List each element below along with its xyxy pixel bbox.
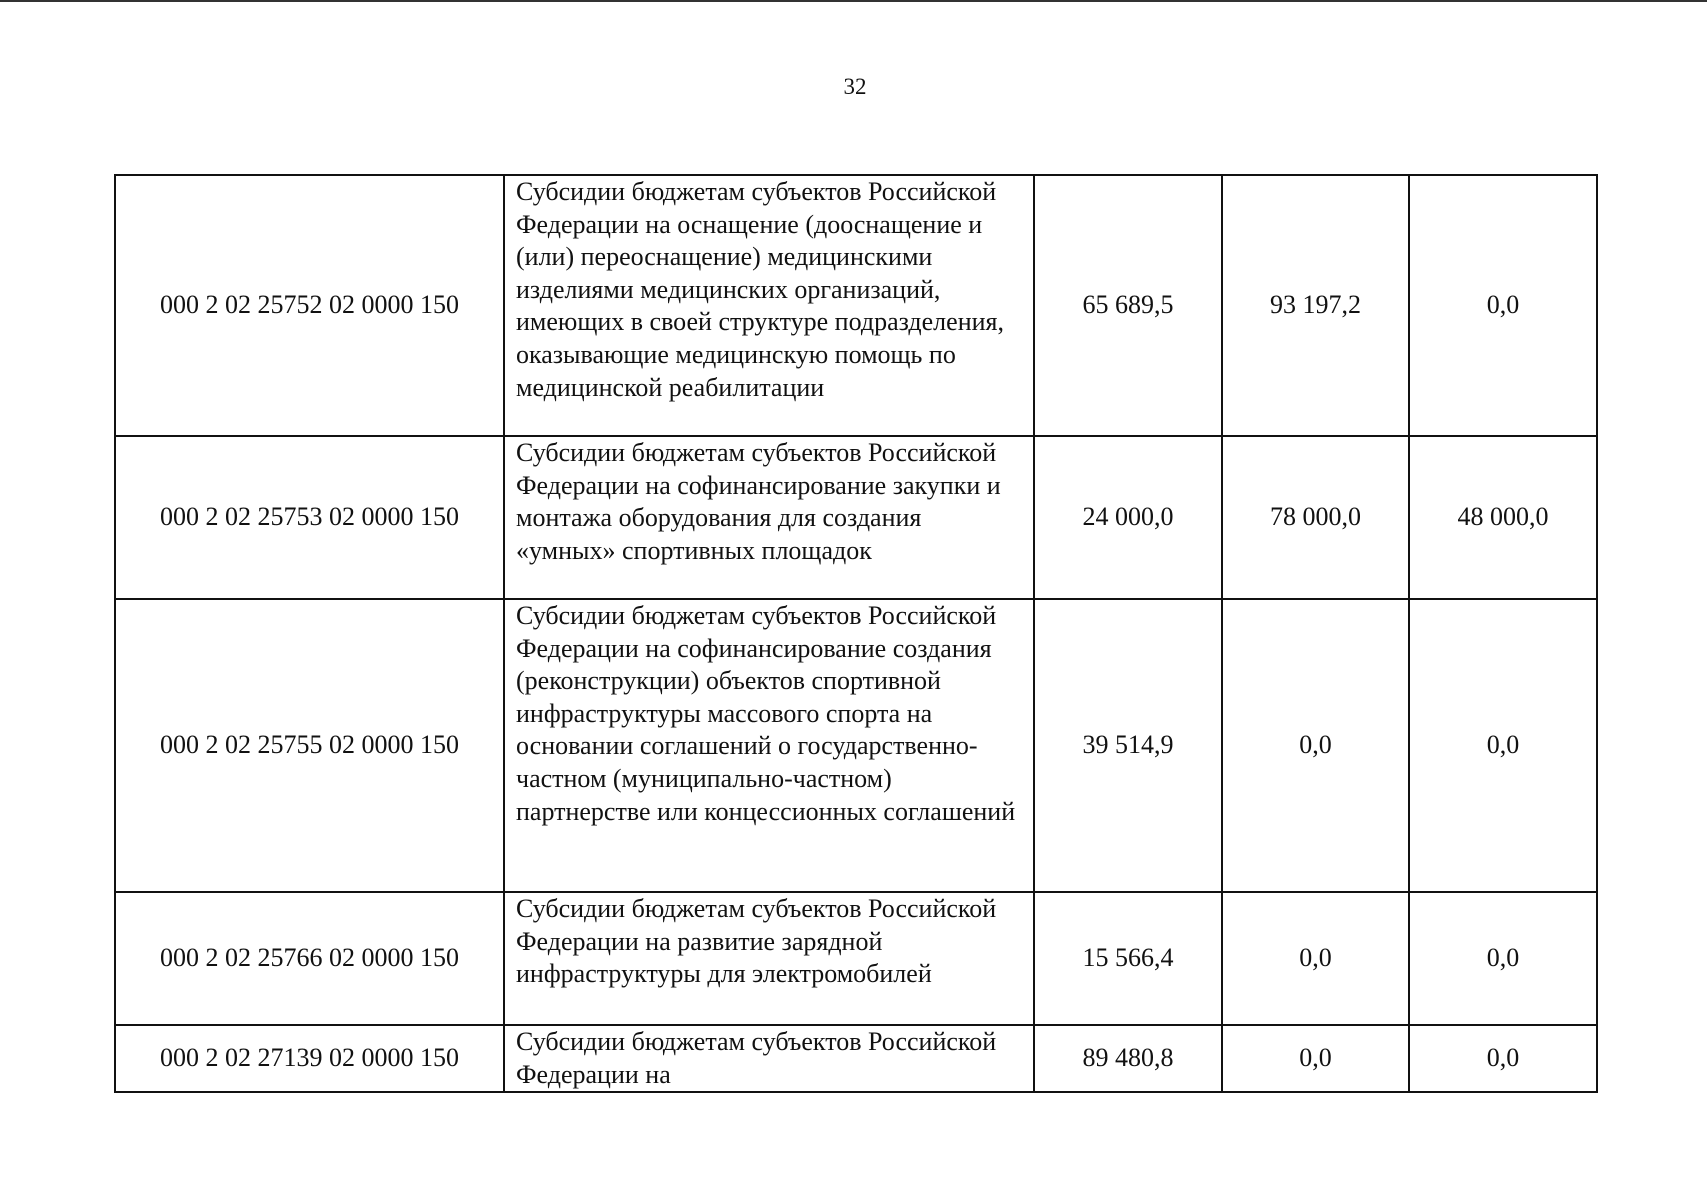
- budget-table: [114, 174, 1598, 1093]
- table-row: [115, 892, 1597, 1025]
- scan-edge-line: [0, 0, 1707, 2]
- value-2: 0,0: [1222, 892, 1409, 1025]
- table-row: [115, 599, 1597, 892]
- page-number: 32: [843, 74, 867, 99]
- value-3: 0,0: [1409, 175, 1597, 436]
- value-1: 24 000,0: [1034, 436, 1222, 599]
- value-3: 0,0: [1409, 599, 1597, 892]
- table-row: [115, 175, 1597, 436]
- value-3: 48 000,0: [1409, 436, 1597, 599]
- value-2: 0,0: [1222, 1025, 1409, 1092]
- budget-code: 000 2 02 25752 02 0000 150: [115, 175, 504, 436]
- budget-code: 000 2 02 27139 02 0000 150: [115, 1025, 504, 1092]
- description: Субсидии бюджетам субъектов Российской Федерации на развитие зарядной инфраструктуры для электромобилей: [504, 892, 1034, 1025]
- value-2: 78 000,0: [1222, 436, 1409, 599]
- value-1: 39 514,9: [1034, 599, 1222, 892]
- value-2: 93 197,2: [1222, 175, 1409, 436]
- description: Субсидии бюджетам субъектов Российской Федерации на софинансирование создания (реконструкции) объектов спортивной инфраструктуры массового спорта на основании соглашений о государственно-частном (муниципально-частном) партнерстве или концессионных соглашений: [504, 599, 1034, 892]
- value-3: 0,0: [1409, 1025, 1597, 1092]
- value-1: 65 689,5: [1034, 175, 1222, 436]
- budget-code: 000 2 02 25766 02 0000 150: [115, 892, 504, 1025]
- description: Субсидии бюджетам субъектов Российской Федерации на софинансирование закупки и монтажа оборудования для создания «умных» спортивных площадок: [504, 436, 1034, 599]
- budget-code: 000 2 02 25753 02 0000 150: [115, 436, 504, 599]
- value-1: 15 566,4: [1034, 892, 1222, 1025]
- value-3: 0,0: [1409, 892, 1597, 1025]
- budget-code: 000 2 02 25755 02 0000 150: [115, 599, 504, 892]
- description: Субсидии бюджетам субъектов Российской Федерации на: [504, 1025, 1034, 1092]
- table-row: [115, 436, 1597, 599]
- table-row: [115, 1025, 1597, 1092]
- value-1: 89 480,8: [1034, 1025, 1222, 1092]
- value-2: 0,0: [1222, 599, 1409, 892]
- description: Субсидии бюджетам субъектов Российской Федерации на оснащение (дооснащение и (или) переоснащение) медицинскими изделиями медицинских организаций, имеющих в своей структуре подразделения, оказывающие медицинскую помощь по медицинской реабилитации: [504, 175, 1034, 436]
